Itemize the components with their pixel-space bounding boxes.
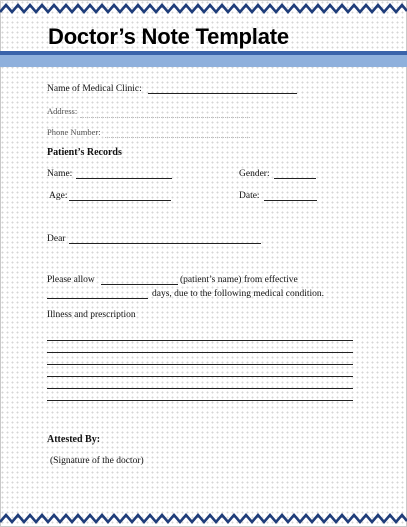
prescription-line[interactable]	[47, 376, 353, 377]
age-label: Age:	[49, 191, 68, 201]
age-field[interactable]	[69, 200, 171, 201]
header-band-light	[0, 55, 407, 67]
patient-records-heading: Patient’s Records	[47, 147, 122, 158]
prescription-line[interactable]	[47, 364, 353, 365]
days-blank[interactable]	[47, 298, 148, 299]
days-reason-text: days, due to the following medical condition.	[152, 289, 325, 299]
phone-field[interactable]	[105, 137, 250, 138]
date-label: Date:	[239, 191, 260, 201]
address-label: Address:	[47, 106, 78, 116]
zigzag-border-bottom	[0, 512, 407, 524]
illness-heading: Illness and prescription	[47, 310, 136, 320]
dear-label: Dear	[47, 234, 66, 244]
gender-label: Gender:	[239, 169, 270, 179]
address-field[interactable]	[80, 117, 250, 118]
prescription-line[interactable]	[47, 400, 353, 401]
prescription-line[interactable]	[47, 340, 353, 341]
clinic-name-field[interactable]	[148, 93, 297, 94]
zigzag-border-top	[0, 2, 407, 14]
clinic-name-label: Name of Medical Clinic:	[47, 84, 142, 94]
attested-by-heading: Attested By:	[47, 434, 101, 445]
prescription-line[interactable]	[47, 388, 353, 389]
date-field[interactable]	[264, 200, 317, 201]
signature-label: (Signature of the doctor)	[50, 456, 144, 466]
patient-name-field[interactable]	[76, 178, 172, 179]
patient-name-blank[interactable]	[101, 284, 178, 285]
dear-field[interactable]	[69, 243, 261, 244]
gender-field[interactable]	[274, 178, 316, 179]
prescription-line[interactable]	[47, 352, 353, 353]
phone-label: Phone Number:	[47, 127, 101, 137]
patient-name-label: Name:	[47, 169, 73, 179]
please-allow-text: Please allow	[47, 275, 95, 285]
patients-name-text: (patient’s name) from effective	[180, 275, 298, 285]
page-title: Doctor’s Note Template	[48, 24, 289, 49]
